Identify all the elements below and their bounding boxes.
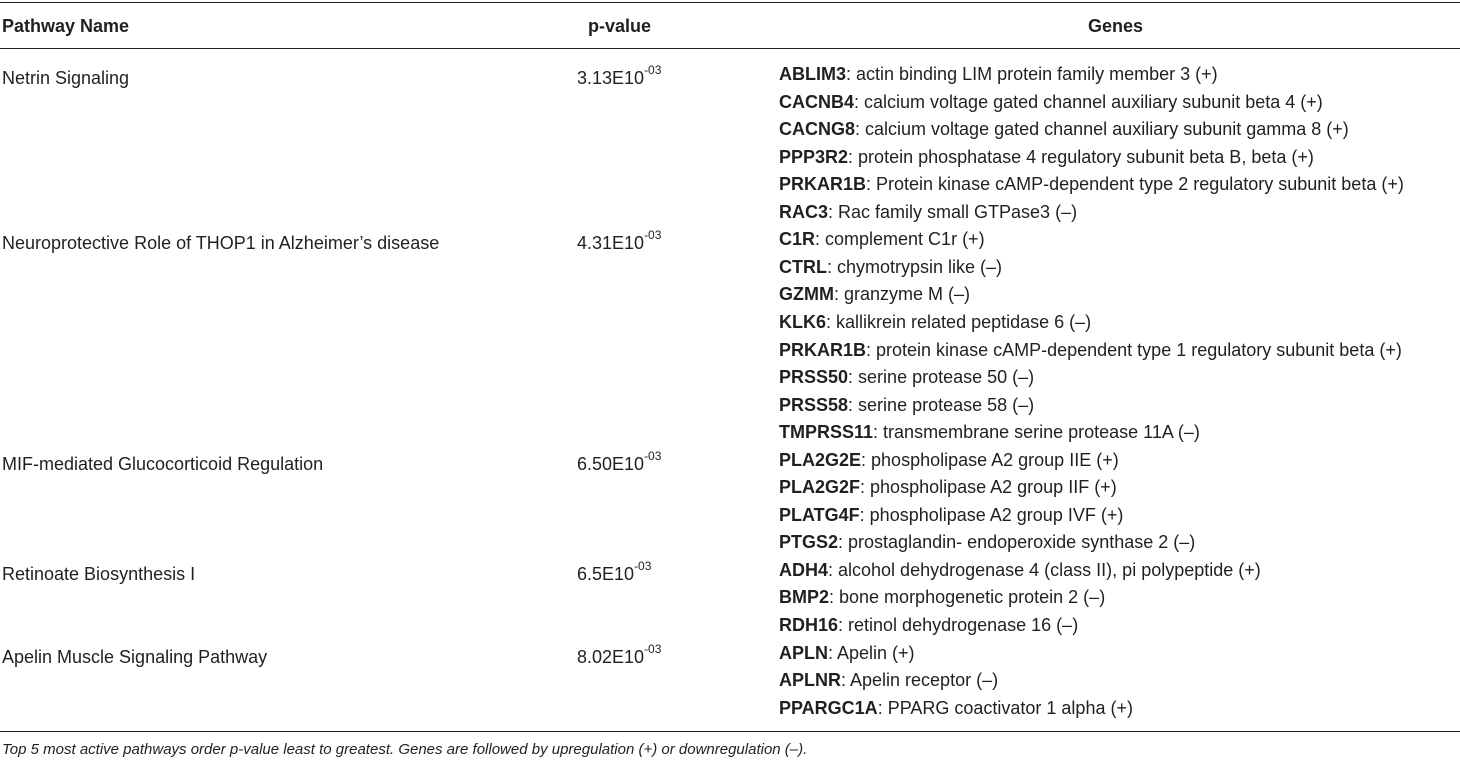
gene-symbol: APLN [779,642,828,663]
p-value-exponent: -03 [634,558,652,573]
gene-entry [779,697,1133,719]
gene-symbol: TMPRSS11 [779,422,874,443]
p-value-base: 6.5E10 [577,563,635,584]
gene-description: : chymotrypsin like (–) [827,256,1003,277]
p-value-exponent: -03 [644,63,662,77]
gene-entry [779,504,1123,526]
gene-entry [779,118,1349,140]
gene-entry [779,228,985,250]
p-value-exponent: -03 [644,228,662,243]
gene-description: : alcohol dehydrogenase 4 (class II), pi polypeptide (+) [828,559,1261,580]
header-p-value: p-value [588,16,652,36]
gene-description: : prostaglandin- endoperoxide synthase 2 (–) [838,532,1196,553]
gene-description: : Rac family small GTPase3 (–) [828,201,1078,222]
gene-entry [779,91,1323,113]
p-value-exponent: -03 [644,641,662,656]
gene-symbol: RDH16 [779,615,839,635]
p-value-cell [577,641,662,668]
gene-description: : complement C1r (+) [815,229,985,250]
gene-description: : phospholipase A2 group IVF (+) [859,504,1124,525]
gene-description: : bone morphogenetic protein 2 (–) [829,587,1106,608]
header-rule [0,48,1460,49]
gene-description: : kallikrein related peptidase 6 (–) [826,311,1092,332]
p-value-exponent: -03 [644,448,662,463]
pathway-name-cell: MIF-mediated Glucocorticoid Regulation [2,453,324,474]
pathway-name-cell: Neuroprotective Role of THOP1 in Alzheimer’s disease [2,233,440,254]
p-value-base: 6.50E10 [577,453,645,474]
gene-entry [779,421,1200,443]
gene-symbol: PRKAR1B [779,339,867,360]
gene-symbol: ABLIM3 [779,64,846,84]
gene-entry [779,476,1117,498]
gene-entry [779,173,1404,195]
gene-description: : phospholipase A2 group IIF (+) [860,477,1117,498]
gene-description: : PPARG coactivator 1 alpha (+) [877,697,1133,718]
gene-description: : serine protease 58 (–) [848,394,1035,415]
gene-symbol: PLA2G2E [779,449,862,470]
gene-symbol: PPARGC1A [779,697,878,718]
gene-description: : transmembrane serine protease 11A (–) [873,422,1200,443]
gene-symbol: PLA2G2F [779,477,861,498]
header-genes: Genes [1088,16,1144,36]
p-value-cell [577,63,662,89]
gene-entry [779,449,1119,471]
gene-description: : protein kinase cAMP-dependent type 1 regulatory subunit beta (+) [866,339,1402,360]
gene-symbol: CACNB4 [779,91,855,112]
pathway-name-cell: Apelin Muscle Signaling Pathway [2,646,268,667]
gene-entry [779,586,1105,608]
gene-entry [779,146,1314,168]
p-value-base: 4.31E10 [577,233,645,254]
table-caption: Top 5 most active pathways order p-value least to greatest. Genes are followed by upregulation (+) or downregulation (–). [2,741,808,758]
gene-symbol: ADH4 [779,559,829,580]
gene-entry [779,366,1034,388]
p-value-cell [577,558,652,585]
header-pathway-name: Pathway Name [2,16,130,36]
gene-symbol: C1R [779,229,816,250]
gene-entry [779,256,1002,278]
gene-description: : serine protease 50 (–) [848,367,1035,388]
gene-symbol: BMP2 [779,587,830,608]
gene-symbol: GZMM [779,284,834,305]
gene-entry [779,339,1402,361]
gene-symbol: PLATG4F [779,504,860,525]
gene-description: : calcium voltage gated channel auxiliary subunit beta 4 (+) [854,91,1323,112]
gene-entry [779,283,970,305]
p-value-base: 3.13E10 [577,68,645,88]
p-value-cell [577,448,662,475]
gene-symbol: KLK6 [779,311,827,332]
gene-symbol: PRKAR1B [779,174,867,195]
gene-entry [779,559,1261,581]
gene-description: : actin binding LIM protein family member 3 (+) [846,64,1218,84]
gene-symbol: CACNG8 [779,119,856,140]
gene-entry [779,394,1034,416]
gene-description: : retinol dehydrogenase 16 (–) [838,615,1079,635]
gene-entry [779,201,1077,223]
gene-description: : Apelin receptor (–) [841,670,999,691]
gene-description: : granzyme M (–) [833,284,971,305]
gene-entry [779,531,1195,553]
gene-entry [779,311,1091,333]
gene-symbol: CTRL [779,256,827,277]
p-value-cell [577,228,662,254]
gene-symbol: PRSS58 [779,394,849,415]
gene-entry [779,614,1078,636]
pathway-name-cell: Netrin Signaling [2,68,130,88]
pathway-name-cell: Retinoate Biosynthesis I [2,563,196,584]
gene-symbol: PTGS2 [779,532,839,553]
gene-symbol: RAC3 [779,201,829,222]
gene-description: : Protein kinase cAMP-dependent type 2 regulatory subunit beta (+) [866,174,1404,195]
gene-entry [779,63,1218,85]
gene-entry [779,642,915,664]
gene-symbol: APLNR [779,670,841,691]
top-rule [0,2,1460,3]
gene-description: : calcium voltage gated channel auxiliary subunit gamma 8 (+) [855,119,1349,140]
gene-entry [779,669,998,691]
gene-symbol: PRSS50 [779,367,849,388]
gene-symbol: PPP3R2 [779,146,849,167]
gene-description: : Apelin (+) [828,642,915,663]
gene-description: : phospholipase A2 group IIE (+) [861,449,1119,470]
p-value-base: 8.02E10 [577,646,645,667]
bottom-rule [0,731,1460,732]
gene-description: : protein phosphatase 4 regulatory subunit beta B, beta (+) [848,146,1314,167]
